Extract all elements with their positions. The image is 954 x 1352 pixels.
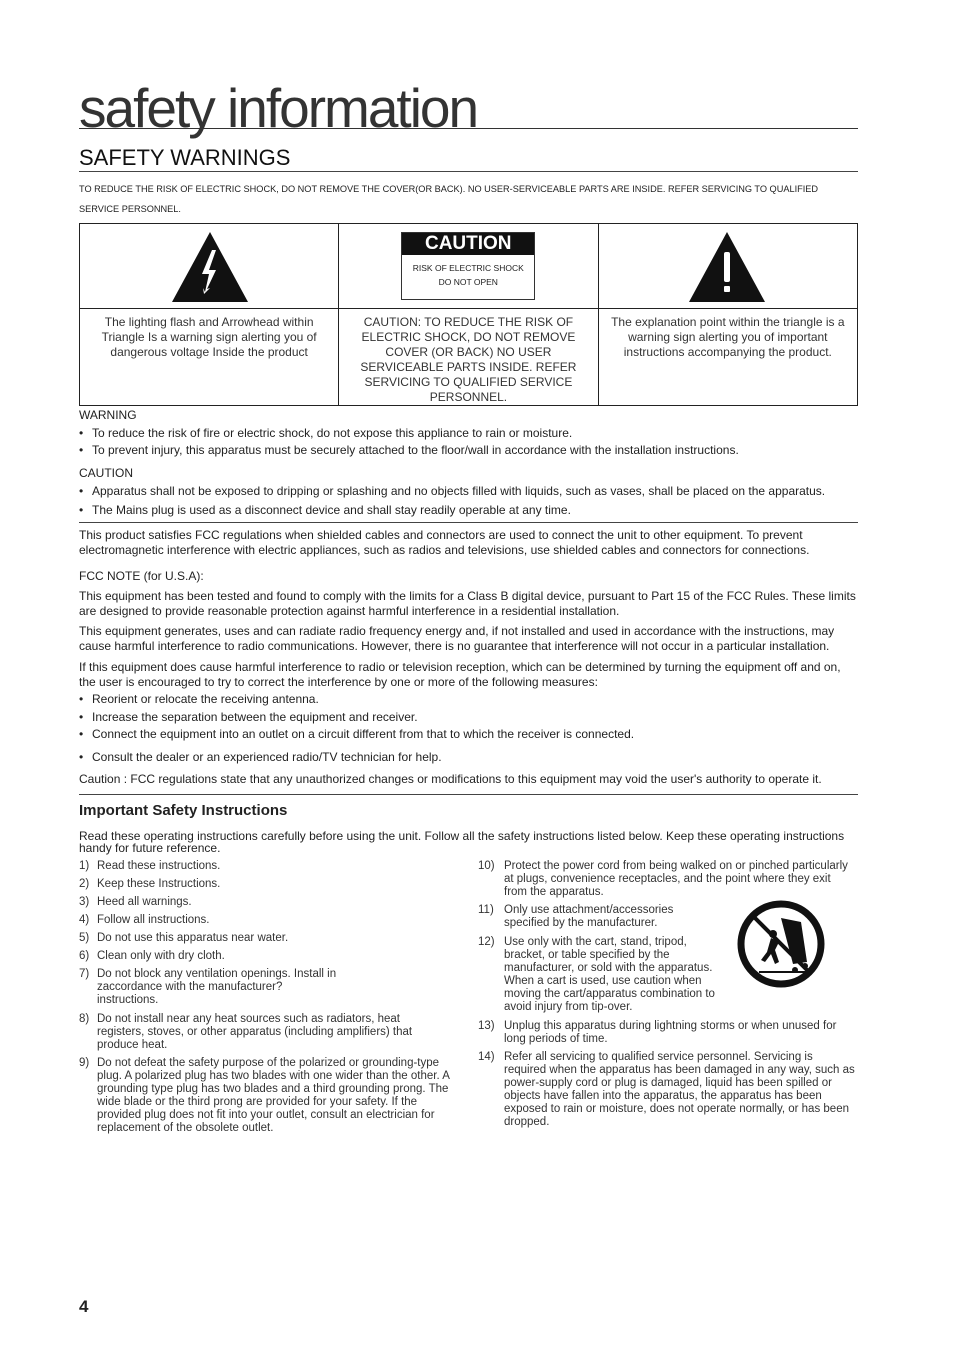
title-rule <box>79 128 858 129</box>
fcc-measures <box>79 692 858 765</box>
cart-tipover-icon <box>737 900 825 988</box>
isi-title: Important Safety Instructions <box>79 802 288 819</box>
isi-item <box>79 896 455 909</box>
isi-item-number: 11) <box>478 904 494 916</box>
caution-cell <box>339 224 598 309</box>
page-title: safety information <box>79 77 478 139</box>
isi-item-text: Only use attachment/accessories specified by the manufacturer. <box>504 904 674 929</box>
isi-item <box>79 1057 455 1135</box>
caution-item: • The Mains plug is used as a disconnect device and shall stay readily operable at any time. <box>79 503 858 518</box>
isi-item-text: Keep these Instructions. <box>97 878 221 890</box>
caution-label: CAUTION <box>402 233 534 255</box>
warning-item: • To reduce the risk of fire or electric shock, do not expose this appliance to rain or moisture. <box>79 426 858 441</box>
isi-item <box>79 1013 455 1052</box>
fcc-paragraph-1: This product satisfies FCC regulations when shielded cables and connectors are used to connect the unit to other equipment. To prevent electromagnetic interference with electric appliances, such as radios and televisions, use shielded cables and connectors for connections. <box>79 528 810 557</box>
isi-left-column <box>79 860 455 1135</box>
section-rule <box>79 171 858 172</box>
isi-item-text: Do not defeat the safety purpose of the polarized or grounding-type plug. A polarized plug has two blades with one wider than the other. A grounding type plug has two blades and a third grounding prong. The wide blade or the third prong are provided for your safety. If the provided plug does not fit into your outlet, consult an electrician for replacement of the obsolete outlet. <box>97 1057 450 1134</box>
caution-sub-line-1: RISK OF ELECTRIC SHOCK <box>412 263 524 273</box>
measure-item: • Connect the equipment into an outlet on a circuit different from that to which the receiver is connected. <box>79 727 858 742</box>
isi-item-text: Do not block any ventilation openings. Install in zaccordance with the manufacturer? instructions. <box>97 968 337 1006</box>
fcc-paragraph-2: This equipment has been tested and found to comply with the limits for a Class B digital device, pursuant to Part 15 of the FCC Rules. These limits are designed to provide reasonable protection against harmful interference in a residential installation. <box>79 589 856 618</box>
exclamation-cell <box>598 224 857 309</box>
isi-item-text: Follow all instructions. <box>97 914 210 926</box>
fcc-note-label: FCC NOTE (for U.S.A): <box>79 569 204 583</box>
isi-item-text: Heed all warnings. <box>97 896 192 908</box>
fcc-caution: Caution : FCC regulations state that any unauthorized changes or modifications to this equipment may void the user's authority to operate it. <box>79 772 822 786</box>
exclamation-triangle-icon <box>689 232 765 302</box>
lightning-triangle-icon <box>172 232 248 302</box>
measure-item: • Increase the separation between the equipment and receiver. <box>79 710 858 725</box>
lightning-cell <box>80 224 339 309</box>
fcc-paragraph-4: If this equipment does cause harmful interference to radio or television reception, which can be determined by turning the equipment off and on, the user is encouraged to try to correct the interference by one or more of the following measures: <box>79 660 841 689</box>
divider <box>79 522 858 523</box>
exclamation-description: The explanation point within the triangle is a warning sign alerting you of important instructions accompanying the product. <box>598 309 857 406</box>
intro-text: TO REDUCE THE RISK OF ELECTRIC SHOCK, DO NOT REMOVE THE COVER(OR BACK). NO USER-SERVICEABLE PARTS ARE INSIDE. REFER SERVICING TO QUALIFIED SERVICE PERSONNEL. <box>79 184 819 214</box>
isi-item-number: 9) <box>79 1057 90 1069</box>
isi-item-text: Use only with the cart, stand, tripod, bracket, or table specified by the manufacturer, or sold with the apparatus. When a cart is used, use caution when moving the cart/apparatus combination to avoid injury from tip-over. <box>504 936 715 1013</box>
isi-item-number: 10) <box>478 860 495 872</box>
isi-intro: Read these operating instructions carefully before using the unit. Follow all the safety instructions listed below. Keep these operating instructions handy for future reference. <box>79 829 845 855</box>
isi-item <box>478 1051 856 1129</box>
isi-item <box>79 860 455 873</box>
isi-item-text: Do not use this apparatus near water. <box>97 932 289 944</box>
fcc-paragraph-3: This equipment generates, uses and can radiate radio frequency energy and, if not installed and used in accordance with the instructions, may cause harmful interference to radio communications. However, there is no guarantee that interference will not occur in a particular installation. <box>79 624 835 653</box>
isi-item-number: 2) <box>79 878 90 890</box>
isi-item <box>79 932 455 945</box>
isi-item-text: Read these instructions. <box>97 860 221 872</box>
isi-item-text: Unplug this apparatus during lightning storms or when unused for long periods of time. <box>504 1020 837 1045</box>
measure-item: • Consult the dealer or an experienced radio/TV technician for help. <box>79 750 858 765</box>
isi-item-text: Do not install near any heat sources such as radiators, heat registers, stoves, or other apparatus (including amplifiers) that produce heat. <box>97 1013 413 1051</box>
divider <box>79 794 858 795</box>
caution-sub <box>402 261 534 289</box>
page-number: 4 <box>79 1297 89 1316</box>
measure-item: • Reorient or relocate the receiving antenna. <box>79 692 858 707</box>
isi-item <box>478 860 856 899</box>
isi-item <box>79 968 455 1007</box>
caution-sub-line-2: DO NOT OPEN <box>438 277 498 287</box>
caution-description: CAUTION: TO REDUCE THE RISK OF ELECTRIC SHOCK, DO NOT REMOVE COVER (OR BACK) NO USER SERVICEABLE PARTS INSIDE. REFER SERVICING TO QUALIFIED SERVICE PERSONNEL. <box>339 309 598 406</box>
warning-label: WARNING <box>79 408 137 422</box>
isi-item-number: 6) <box>79 950 90 962</box>
section-title: SAFETY WARNINGS <box>79 145 291 170</box>
isi-item-number: 1) <box>79 860 90 872</box>
warning-symbols-table <box>79 223 858 406</box>
caution-box <box>401 232 535 300</box>
isi-item-number: 12) <box>478 936 495 948</box>
caution-label-text: CAUTION <box>79 466 133 480</box>
isi-item-number: 7) <box>79 968 90 980</box>
isi-item-number: 14) <box>478 1051 495 1063</box>
isi-item-number: 5) <box>79 932 90 944</box>
isi-item-number: 13) <box>478 1020 495 1032</box>
warning-item: • To prevent injury, this apparatus must be securely attached to the floor/wall in accordance with the installation instructions. <box>79 443 858 458</box>
isi-item <box>79 914 455 927</box>
isi-item-number: 3) <box>79 896 90 908</box>
isi-item <box>478 1020 856 1046</box>
isi-item-text: Refer all servicing to qualified service personnel. Servicing is required when the apparatus has been damaged in any way, such as power-supply cord or plug is damaged, liquid has been spilled or objects have fallen into the apparatus, the apparatus has been exposed to rain or moisture, does not operate normally, or has been dropped. <box>504 1051 855 1128</box>
caution-section <box>79 466 858 518</box>
isi-item-number: 8) <box>79 1013 90 1025</box>
caution-item: • Apparatus shall not be exposed to dripping or splashing and no objects filled with liquids, such as vases, shall be placed on the apparatus. <box>79 484 858 499</box>
isi-item-text: Protect the power cord from being walked on or pinched particularly at plugs, convenience receptacles, and the point where they exit from the apparatus. <box>504 860 848 898</box>
isi-item-number: 4) <box>79 914 90 926</box>
isi-item <box>79 950 455 963</box>
isi-item <box>79 878 455 891</box>
lightning-description: The lighting flash and Arrowhead within Triangle Is a warning sign alerting you of dangerous voltage Inside the product <box>80 309 339 406</box>
warning-section <box>79 408 858 458</box>
isi-item-text: Clean only with dry cloth. <box>97 950 225 962</box>
